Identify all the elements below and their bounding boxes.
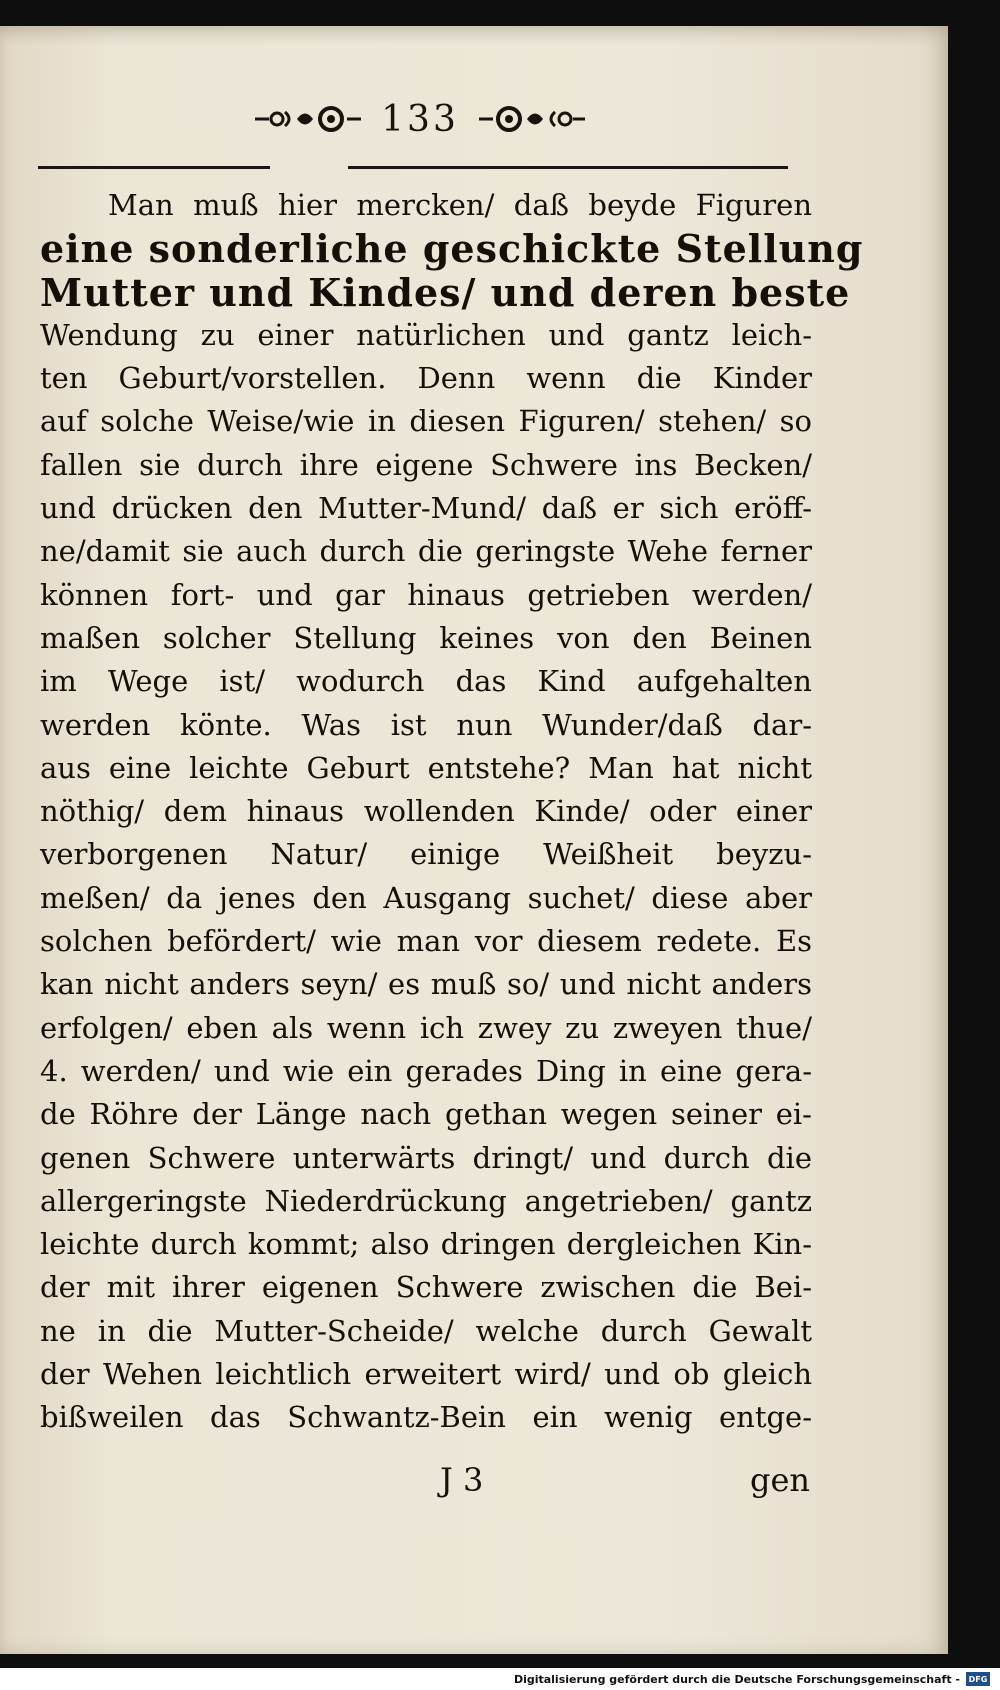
text-line: 4. werden/ und wie ein gerades Ding in eine gera- (40, 1053, 812, 1088)
text-line: fallen sie durch ihre eigene Schwere ins Becken/ (40, 447, 812, 482)
header-rule-left (38, 166, 270, 169)
text-line: nöthig/ dem hinaus wollenden Kinde/ oder einer (40, 794, 812, 829)
text-line: meßen/ da jenes den Ausgang suchet/ diese aber (40, 880, 812, 915)
catchword: gen (750, 1461, 811, 1499)
text-line: Wendung zu einer natürlichen und gantz leich- (40, 317, 812, 352)
text-line: auf solche Weise/wie in diesen Figuren/ stehen/ so (40, 404, 812, 439)
text-line: maßen solcher Stellung keines von den Beinen (40, 620, 812, 655)
text-line: genen Schwere unterwärts dringt/ und durch die (40, 1140, 812, 1175)
text-line: kan nicht anders seyn/ es muß so/ und nicht anders (40, 967, 812, 1002)
text-line: verborgenen Natur/ einige Weißheit beyzu- (40, 837, 812, 872)
running-header (240, 94, 600, 144)
text-line: de Röhre der Länge nach gethan wegen seiner ei- (40, 1097, 812, 1132)
text-line: aus eine leichte Geburt entstehe? Man hat nicht (40, 750, 812, 785)
text-line: solchen befördert/ wie man vor diesem redete. Es (40, 924, 812, 959)
text-line: und drücken den Mutter-Mund/ daß er sich eröff- (40, 491, 812, 526)
text-line: leichte durch kommt; also dringen dergleichen Kin- (40, 1227, 812, 1262)
digitization-credit (0, 1668, 1000, 1690)
left-ornament (253, 104, 363, 134)
text-line: allergeringste Niederdrückung angetrieben/ gantz (40, 1183, 812, 1218)
text-line: bißweilen das Schwantz-Bein ein wenig entge- (40, 1400, 812, 1435)
text-line: ne/damit sie auch durch die geringste Wehe ferner (40, 534, 812, 569)
signature-mark: J 3 (440, 1461, 484, 1499)
body-text (40, 184, 864, 1440)
text-line: Mutter und Kindes/ und deren beste (40, 269, 851, 315)
text-line: Man muß hier mercken/ daß beyde Figuren (108, 188, 812, 222)
text-line: der mit ihrer eigenen Schwere zwischen die Bei- (40, 1270, 812, 1305)
right-ornament (477, 104, 587, 134)
text-line: im Wege ist/ wodurch das Kind aufgehalten (40, 664, 812, 699)
book-page (0, 26, 948, 1654)
dfg-logo: DFG (966, 1672, 990, 1686)
page-number: 133 (381, 98, 459, 140)
credit-text: Digitalisierung gefördert durch die Deutsche Forschungsgemeinschaft - (513, 1672, 960, 1686)
header-rule-right (348, 166, 788, 169)
text-line: ten Geburt/vorstellen. Denn wenn die Kinder (40, 361, 812, 396)
text-line: eine sonderliche geschickte Stellung (40, 226, 864, 272)
text-line: der Wehen leichtlich erweitert wird/ und ob gleich (40, 1357, 812, 1392)
text-line: können fort- und gar hinaus getrieben werden/ (40, 577, 812, 612)
text-line: werden könte. Was ist nun Wunder/daß dar- (40, 707, 812, 742)
text-line: ne in die Mutter-Scheide/ welche durch Gewalt (40, 1313, 812, 1348)
text-line: erfolgen/ eben als wenn ich zwey zu zweyen thue/ (40, 1010, 812, 1045)
